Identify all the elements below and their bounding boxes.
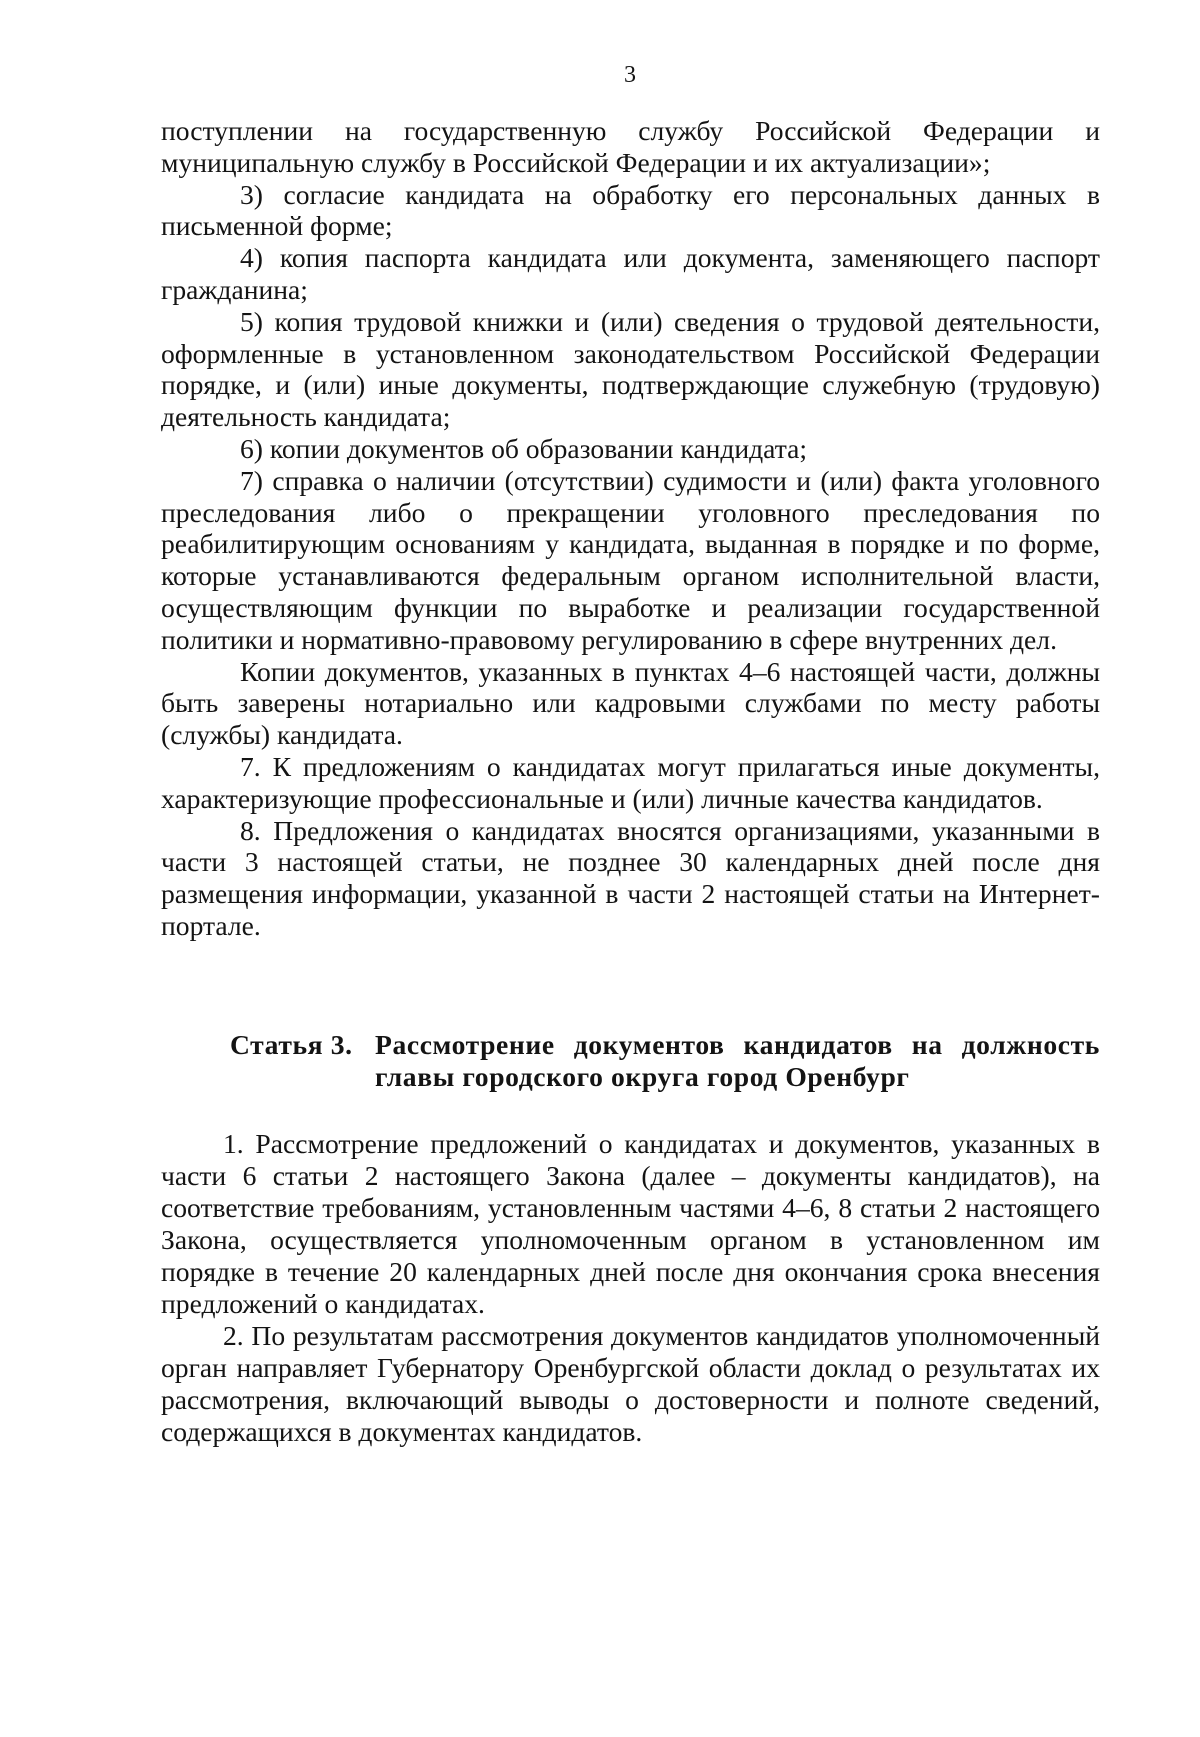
paragraph-copies: Копии документов, указанных в пунктах 4–6 настоящей части, должны быть заверены нотариально или кадровыми службами по месту работы (службы) кандидата. xyxy=(161,655,1100,751)
list-item-3: 3) согласие кандидата на обработку его персональных данных в письменной форме; xyxy=(161,178,1100,242)
list-item-6: 6) копии документов об образовании кандидата; xyxy=(240,432,808,464)
list-item-7: 7) справка о наличии (отсутствии) судимости и (или) факта уголовного преследования либо о прекращении уголовного преследования по реабилитирующим основаниям у кандидата, выданная в порядке и по форме, которые устанавливаются федеральным органом исполнительной власти, осуществляющим функции по выработке и реализации государственной политики и нормативно-правовому регулированию в сфере внутренних дел. xyxy=(161,464,1100,655)
article-part-2: 2. По результатам рассмотрения документов кандидатов уполномоченный орган направляет Губернатору Оренбургской области доклад о результатах их рассмотрения, включающий выводы о достоверности и полноте сведений, содержащихся в документах кандидатов. xyxy=(161,1320,1100,1447)
article-title: Рассмотрение документов кандидатов на должность главы городского округа город Оренбург xyxy=(375,1029,1100,1092)
page-number: 3 xyxy=(624,62,636,88)
paragraph-continuation: поступлении на государственную службу Российской Федерации и муниципальную службу в Российской Федерации и их актуализации»; xyxy=(161,115,1100,178)
list-item-5: 5) копия трудовой книжки и (или) сведения о трудовой деятельности, оформленные в установленном законодательством Российской Федерации порядке, и (или) иные документы, подтверждающие служебную (трудовую) деятельность кандидата; xyxy=(161,305,1100,433)
list-item-4: 4) копия паспорта кандидата или документа, заменяющего паспорт гражданина; xyxy=(161,242,1100,305)
part-7: 7. К предложениям о кандидатах могут прилагаться иные документы, характеризующие профессиональные и (или) личные качества кандидатов. xyxy=(161,750,1100,814)
law-text-continuation xyxy=(161,115,1100,942)
article-label: Статья 3. xyxy=(230,1029,353,1060)
article-body xyxy=(161,1128,1100,1448)
article-part-1: 1. Рассмотрение предложений о кандидатах и документов, указанных в части 6 статьи 2 настоящего Закона (далее – документы кандидатов), на соответствие требованиям, установленным частями 4–6, 8 статьи 2 настоящего Закона, осуществляется уполномоченным органом в установленном им порядке в течение 20 календарных дней после дня окончания срока внесения предложений о кандидатах. xyxy=(161,1128,1100,1319)
part-8: 8. Предложения о кандидатах вносятся организациями, указанными в части 3 настоящей статьи, не позднее 30 календарных дней после дня размещения информации, указанной в части 2 настоящей статьи на Интернет-портале. xyxy=(161,814,1100,941)
